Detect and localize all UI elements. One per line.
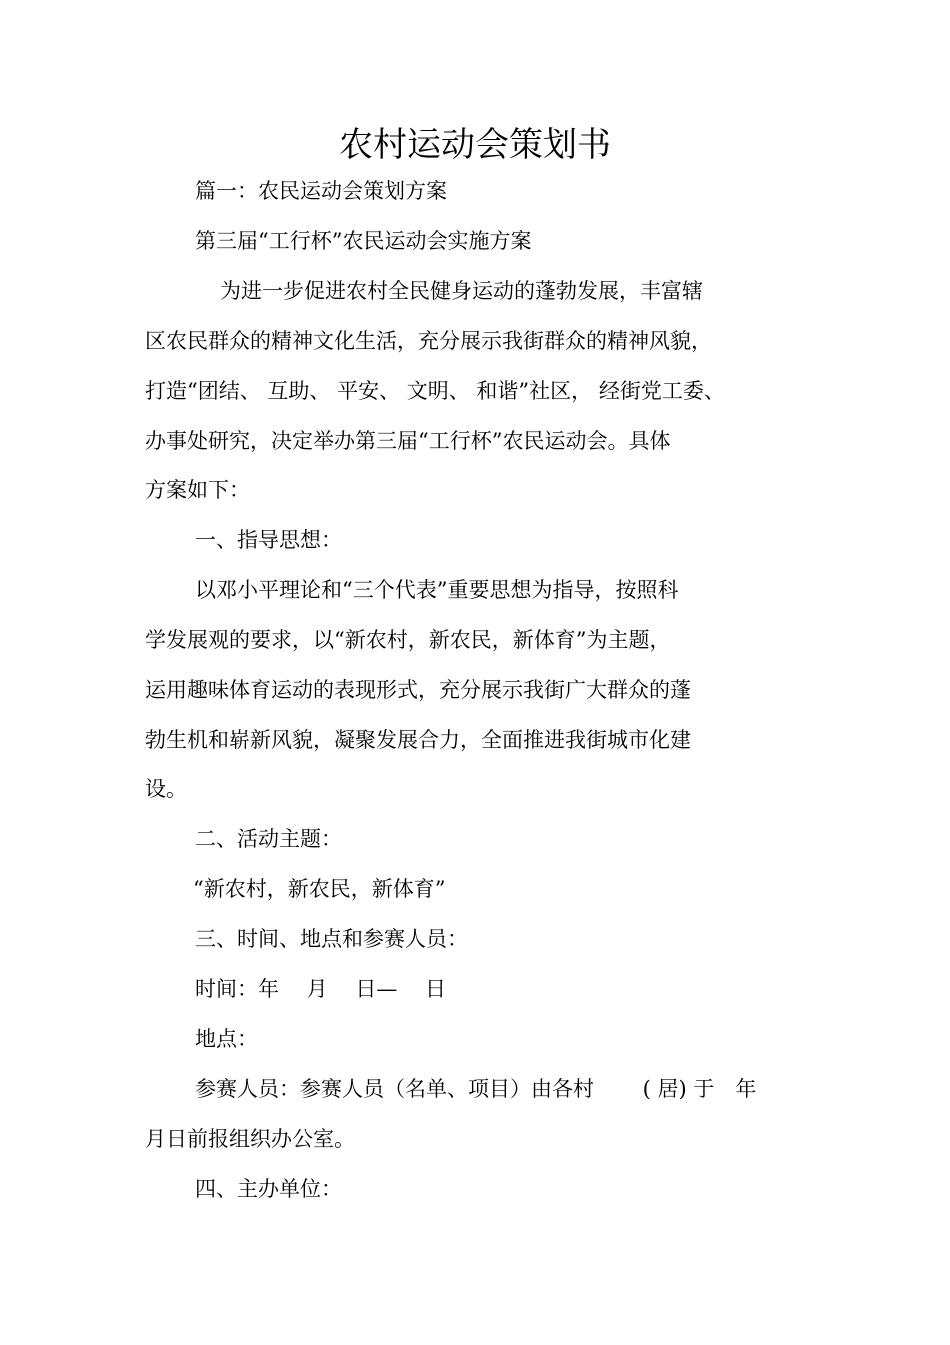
paragraph-intro-line-4: 办事处研究，决定举办第三届“工行杯”农民运动会。具体 <box>145 429 671 453</box>
paragraph-intro-line-5: 方案如下： <box>145 478 250 502</box>
paragraph-ideology-line-5: 设。 <box>145 777 187 801</box>
paragraph-ideology-line-3: 运用趣味体育运动的表现形式，充分展示我街广大群众的蓬 <box>145 678 691 702</box>
place-line: 地点： <box>195 1027 258 1051</box>
participants-line-2: 月日前报组织办公室。 <box>145 1127 355 1151</box>
heading-guiding-ideology: 一、指导思想： <box>195 528 342 552</box>
paragraph-ideology-line-2: 学发展观的要求，以“新农村，新农民，新体育”为主题， <box>145 628 671 652</box>
plan-subtitle: 第三届“工行杯”农民运动会实施方案 <box>195 229 532 253</box>
paragraph-ideology-line-4: 勃生机和崭新风貌，凝聚发展合力，全面推进我街城市化建 <box>145 728 691 752</box>
heading-activity-theme: 二、活动主题： <box>195 827 342 851</box>
paragraph-intro-line-2: 区农民群众的精神文化生活，充分展示我街群众的精神风貌， <box>145 329 712 353</box>
heading-organizer: 四、主办单位： <box>195 1177 342 1201</box>
heading-time-place-participants: 三、时间、地点和参赛人员： <box>195 927 468 951</box>
paragraph-ideology-line-1: 以邓小平理论和“三个代表”重要思想为指导，按照科 <box>195 578 679 602</box>
section-heading-part-one: 篇一：农民运动会策划方案 <box>195 179 447 203</box>
activity-theme-text: “新农村，新农民，新体育” <box>193 877 446 901</box>
time-line: 时间：年 月 日— 日 <box>195 977 447 1001</box>
paragraph-intro-line-1: 为进一步促进农村全民健身运动的蓬勃发展，丰富辖 <box>220 279 703 303</box>
participants-line-1: 参赛人员：参赛人员（名单、项目）由各村 ( 居) 于 年 <box>195 1077 757 1101</box>
paragraph-intro-line-3: 打造“团结、 互助、 平安、 文明、 和谐”社区， 经街党工委、 <box>145 379 725 403</box>
document-title: 农村运动会策划书 <box>339 125 611 165</box>
